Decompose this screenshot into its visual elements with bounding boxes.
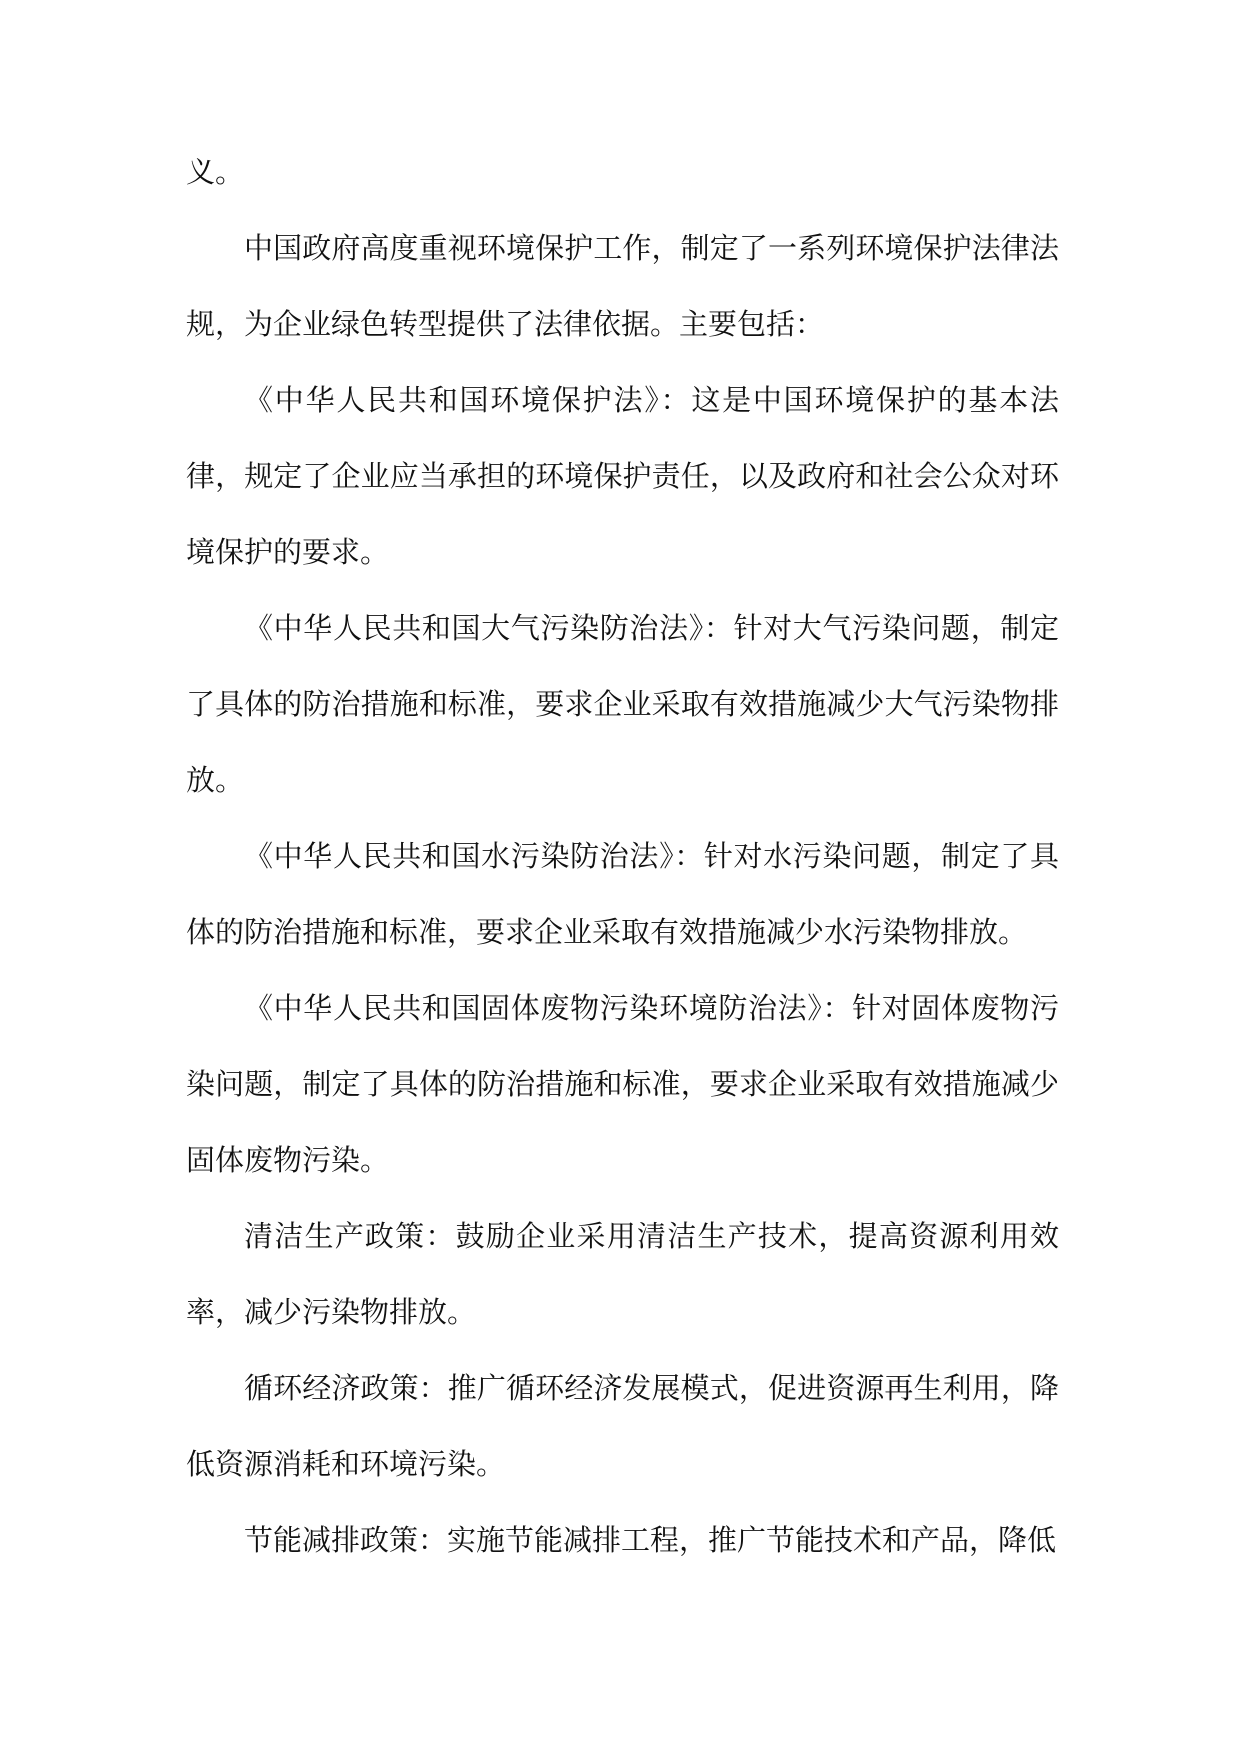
paragraph-clean-production-policy: 清洁生产政策：鼓励企业采用清洁生产技术，提高资源利用效率，减少污染物排放。: [186, 1219, 1059, 1329]
paragraph-water-pollution-law: 《中华人民共和国水污染防治法》：针对水污染问题，制定了具体的防治措施和标准，要求企业采取有效措施减少水污染物排放。: [186, 839, 1059, 949]
document-body: [186, 134, 1059, 1578]
paragraph-intro: 中国政府高度重视环境保护工作，制定了一系列环境保护法律法规，为企业绿色转型提供了法律依据。主要包括：: [186, 231, 1059, 341]
paragraph-air-pollution-law: 《中华人民共和国大气污染防治法》：针对大气污染问题，制定了具体的防治措施和标准，要求企业采取有效措施减少大气污染物排放。: [186, 611, 1059, 797]
paragraph-energy-saving-policy: 节能减排政策：实施节能减排工程，推广节能技术和产品，降低: [244, 1523, 1057, 1557]
paragraph-environmental-protection-law: 《中华人民共和国环境保护法》：这是中国环境保护的基本法律，规定了企业应当承担的环境保护责任，以及政府和社会公众对环境保护的要求。: [186, 383, 1059, 569]
paragraph-solid-waste-law: 《中华人民共和国固体废物污染环境防治法》：针对固体废物污染问题，制定了具体的防治措施和标准，要求企业采取有效措施减少固体废物污染。: [186, 991, 1059, 1177]
paragraph-continuation: 义。: [186, 155, 245, 189]
paragraph-circular-economy-policy: 循环经济政策：推广循环经济发展模式，促进资源再生利用，降低资源消耗和环境污染。: [186, 1371, 1059, 1481]
